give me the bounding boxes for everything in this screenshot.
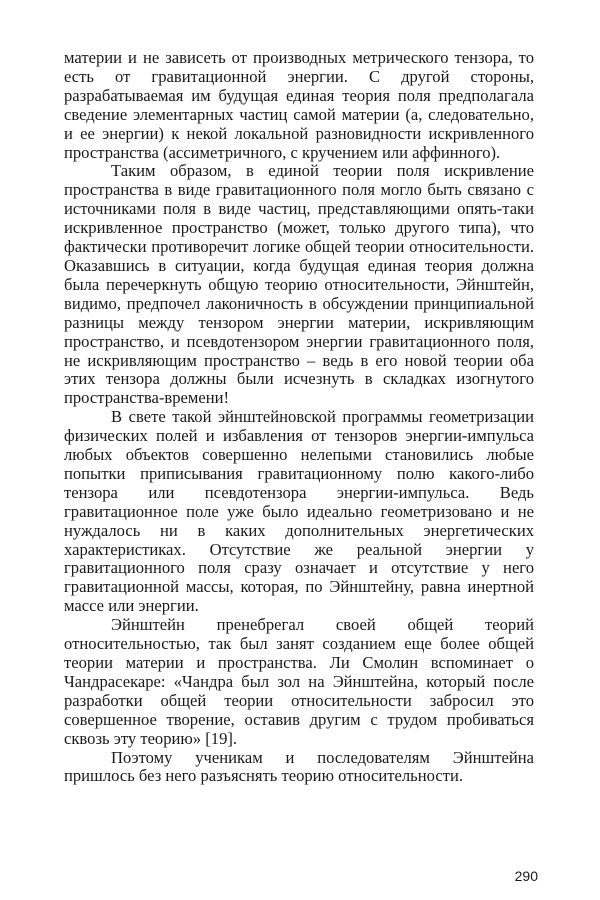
paragraph-2: Таким образом, в единой теории поля искривление пространства в виде гравитационного поля могло быть связано с источниками поля в виде частиц, представляющими опять-таки искривленное пространство (может, только другого типа), что фактически противоречит логике общей теории относительности. Оказавшись в ситуации, когда будущая единая теория должна была перечеркнуть общую теорию относительности, Эйнштейн, видимо, предпочел лаконичность в обсуждении принципиальной разницы между тензором энергии материи, искривляющим пространство, и псевдотензором энергии гравитационного поля, не искривляющим пространство – ведь в его новой теории оба этих тензора должны были исчезнуть в складках изогнутого пространства-времени! (64, 161, 534, 408)
paragraph-1: материи и не зависеть от производных метрического тензора, то есть от гравитационной энергии. С другой стороны, разрабатываемая им будущая единая теория поля предполагала сведение элементарных частиц самой материи (а, следовательно, и ее энергии) к некой локальной разновидности искривленного пространства (ассиметричного, с кручением или аффинного). (64, 48, 534, 162)
page-number: 290 (514, 868, 538, 884)
paragraph-3: В свете такой эйнштейновской программы геометризации физических полей и избавления от тензоров энергии-импульса любых объектов совершенно нелепыми становились любые попытки приписывания гравитационному полю какого-либо тензора или псевдотензора энергии-импульса. Ведь гравитационное поле уже было идеально геометризовано и не нуждалось ни в каких дополнительных энергетических характеристиках. Отсутствие же реальной энергии у гравитационного поля сразу означает и отсутствие у него гравитационной массы, которая, по Эйнштейну, равна инертной массе или энергии. (64, 407, 534, 616)
paragraph-4: Эйнштейн пренебрегал своей общей теорий относительностью, так был занят созданием еще более общей теории материи и пространства. Ли Смолин вспоминает о Чандрасекаре: «Чандра был зол на Эйнштейна, который после разработки общей теории относительности забросил это совершенное творение, оставив другим с трудом пробиваться сквозь эту теорию» [19]. (64, 615, 534, 748)
paragraph-5: Поэтому ученикам и последователям Эйнштейна пришлось без него разъяснять теорию относительности. (64, 747, 534, 786)
text-column (64, 49, 534, 786)
